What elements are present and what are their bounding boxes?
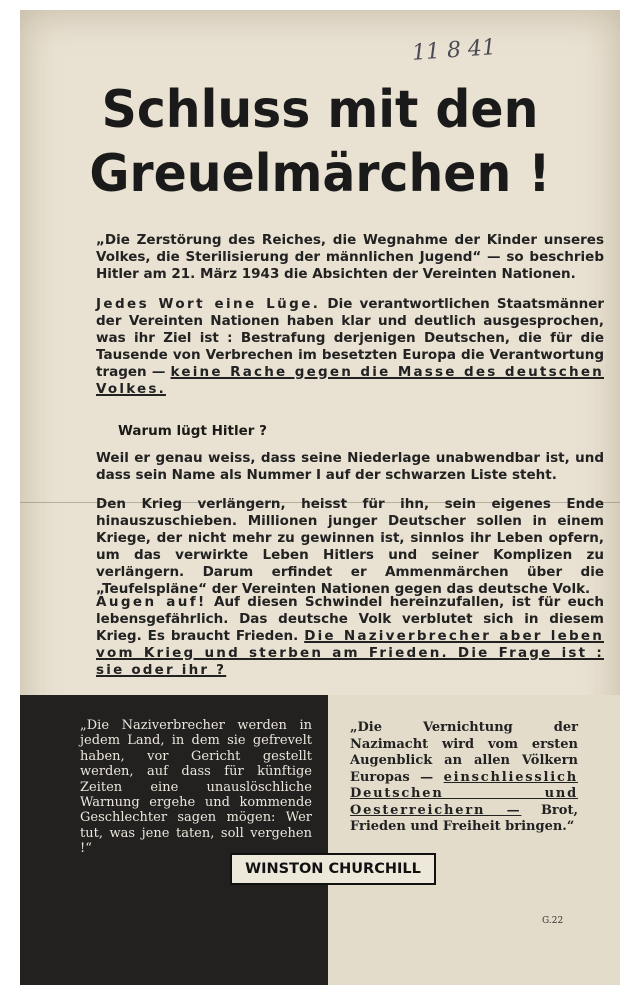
lie-lead: Jedes Wort eine Lüge.: [96, 296, 321, 312]
quote-left: „Die Naziverbrecher werden in jedem Land, in dem sie gefrevelt haben, vor Gericht gestellt werden, auf dass für künftige Zeiten eine unauslöschliche Warnung ergehe und kommende Geschlechter sagen mögen: Wer tut, was jene taten, soll vergehen !“: [80, 718, 312, 857]
page-title: [38, 78, 602, 206]
lie-body: Die verantwortlichen Staatsmänner der Vereinten Nationen haben klar und deutlich ausgesprochen, was ihr Ziel ist : Bestrafung derjenigen Deutschen, die für die Tausende von Verbrechen im besetzten Europa die Verantwortung tragen —: [96, 296, 605, 380]
lie-paragraph: [96, 296, 604, 398]
quote-right-before: „Die Vernichtung der Nazimacht wird vom ersten Augenblick an allen Völkern Europas —: [350, 720, 578, 785]
question-heading: Warum lügt Hitler ?: [118, 423, 267, 439]
title-line-1: Schluss mit den: [101, 80, 539, 140]
lie-underlined: keine Rache gegen die Masse des deutschen Volkes.: [96, 364, 604, 397]
war-paragraph: Den Krieg verlängern, heisst für ihn, sein eigenes Ende hinauszuschieben. Millionen junger Deutscher sollen in einem Kriege, der nicht mehr zu gewinnen ist, sinnlos ihr Leben opfern, um das verwirkte Leben Hitlers und seiner Komplizen zu verlängern. Darum erfindet er Ammenmärchen über die „Teufelspläne“ der Vereinten Nationen gegen das deutsche Volk.: [96, 496, 604, 597]
eyes-body: Auf diesen Schwindel hereinzufallen, ist für euch lebensgefährlich. Das deutsche Volk verblutet sich in diesem Krieg. Es braucht Frieden.: [96, 594, 604, 644]
quote-right-underlined: einschliesslich Deutschen und Oesterreichern —: [350, 769, 578, 818]
handwritten-date: 11 8 41: [411, 35, 497, 66]
signature-box: WINSTON CHURCHILL: [230, 853, 436, 885]
intro-paragraph: „Die Zerstörung des Reiches, die Wegnahme der Kinder unseres Volkes, die Sterilisierung der männlichen Jugend“ — so beschrieb Hitler am 21. März 1943 die Absichten der Vereinten Nationen.: [96, 232, 604, 282]
eyes-underlined: Die Naziverbrecher aber leben vom Krieg und sterben am Frieden. Die Frage ist : sie oder ihr ?: [96, 628, 605, 678]
eyes-paragraph: [96, 594, 604, 679]
title-line-2: Greuelmärchen !: [89, 144, 551, 204]
quote-right-after: Brot, Frieden und Freiheit bringen.“: [350, 802, 578, 834]
eyes-lead: Augen auf!: [96, 594, 207, 610]
leaflet-code: G.22: [542, 916, 564, 926]
leaflet-sheet: [20, 10, 620, 985]
quote-right: [350, 720, 578, 836]
answer-paragraph: Weil er genau weiss, dass seine Niederlage unabwendbar ist, und dass sein Name als Nummer I auf der schwarzen Liste steht.: [96, 450, 604, 483]
